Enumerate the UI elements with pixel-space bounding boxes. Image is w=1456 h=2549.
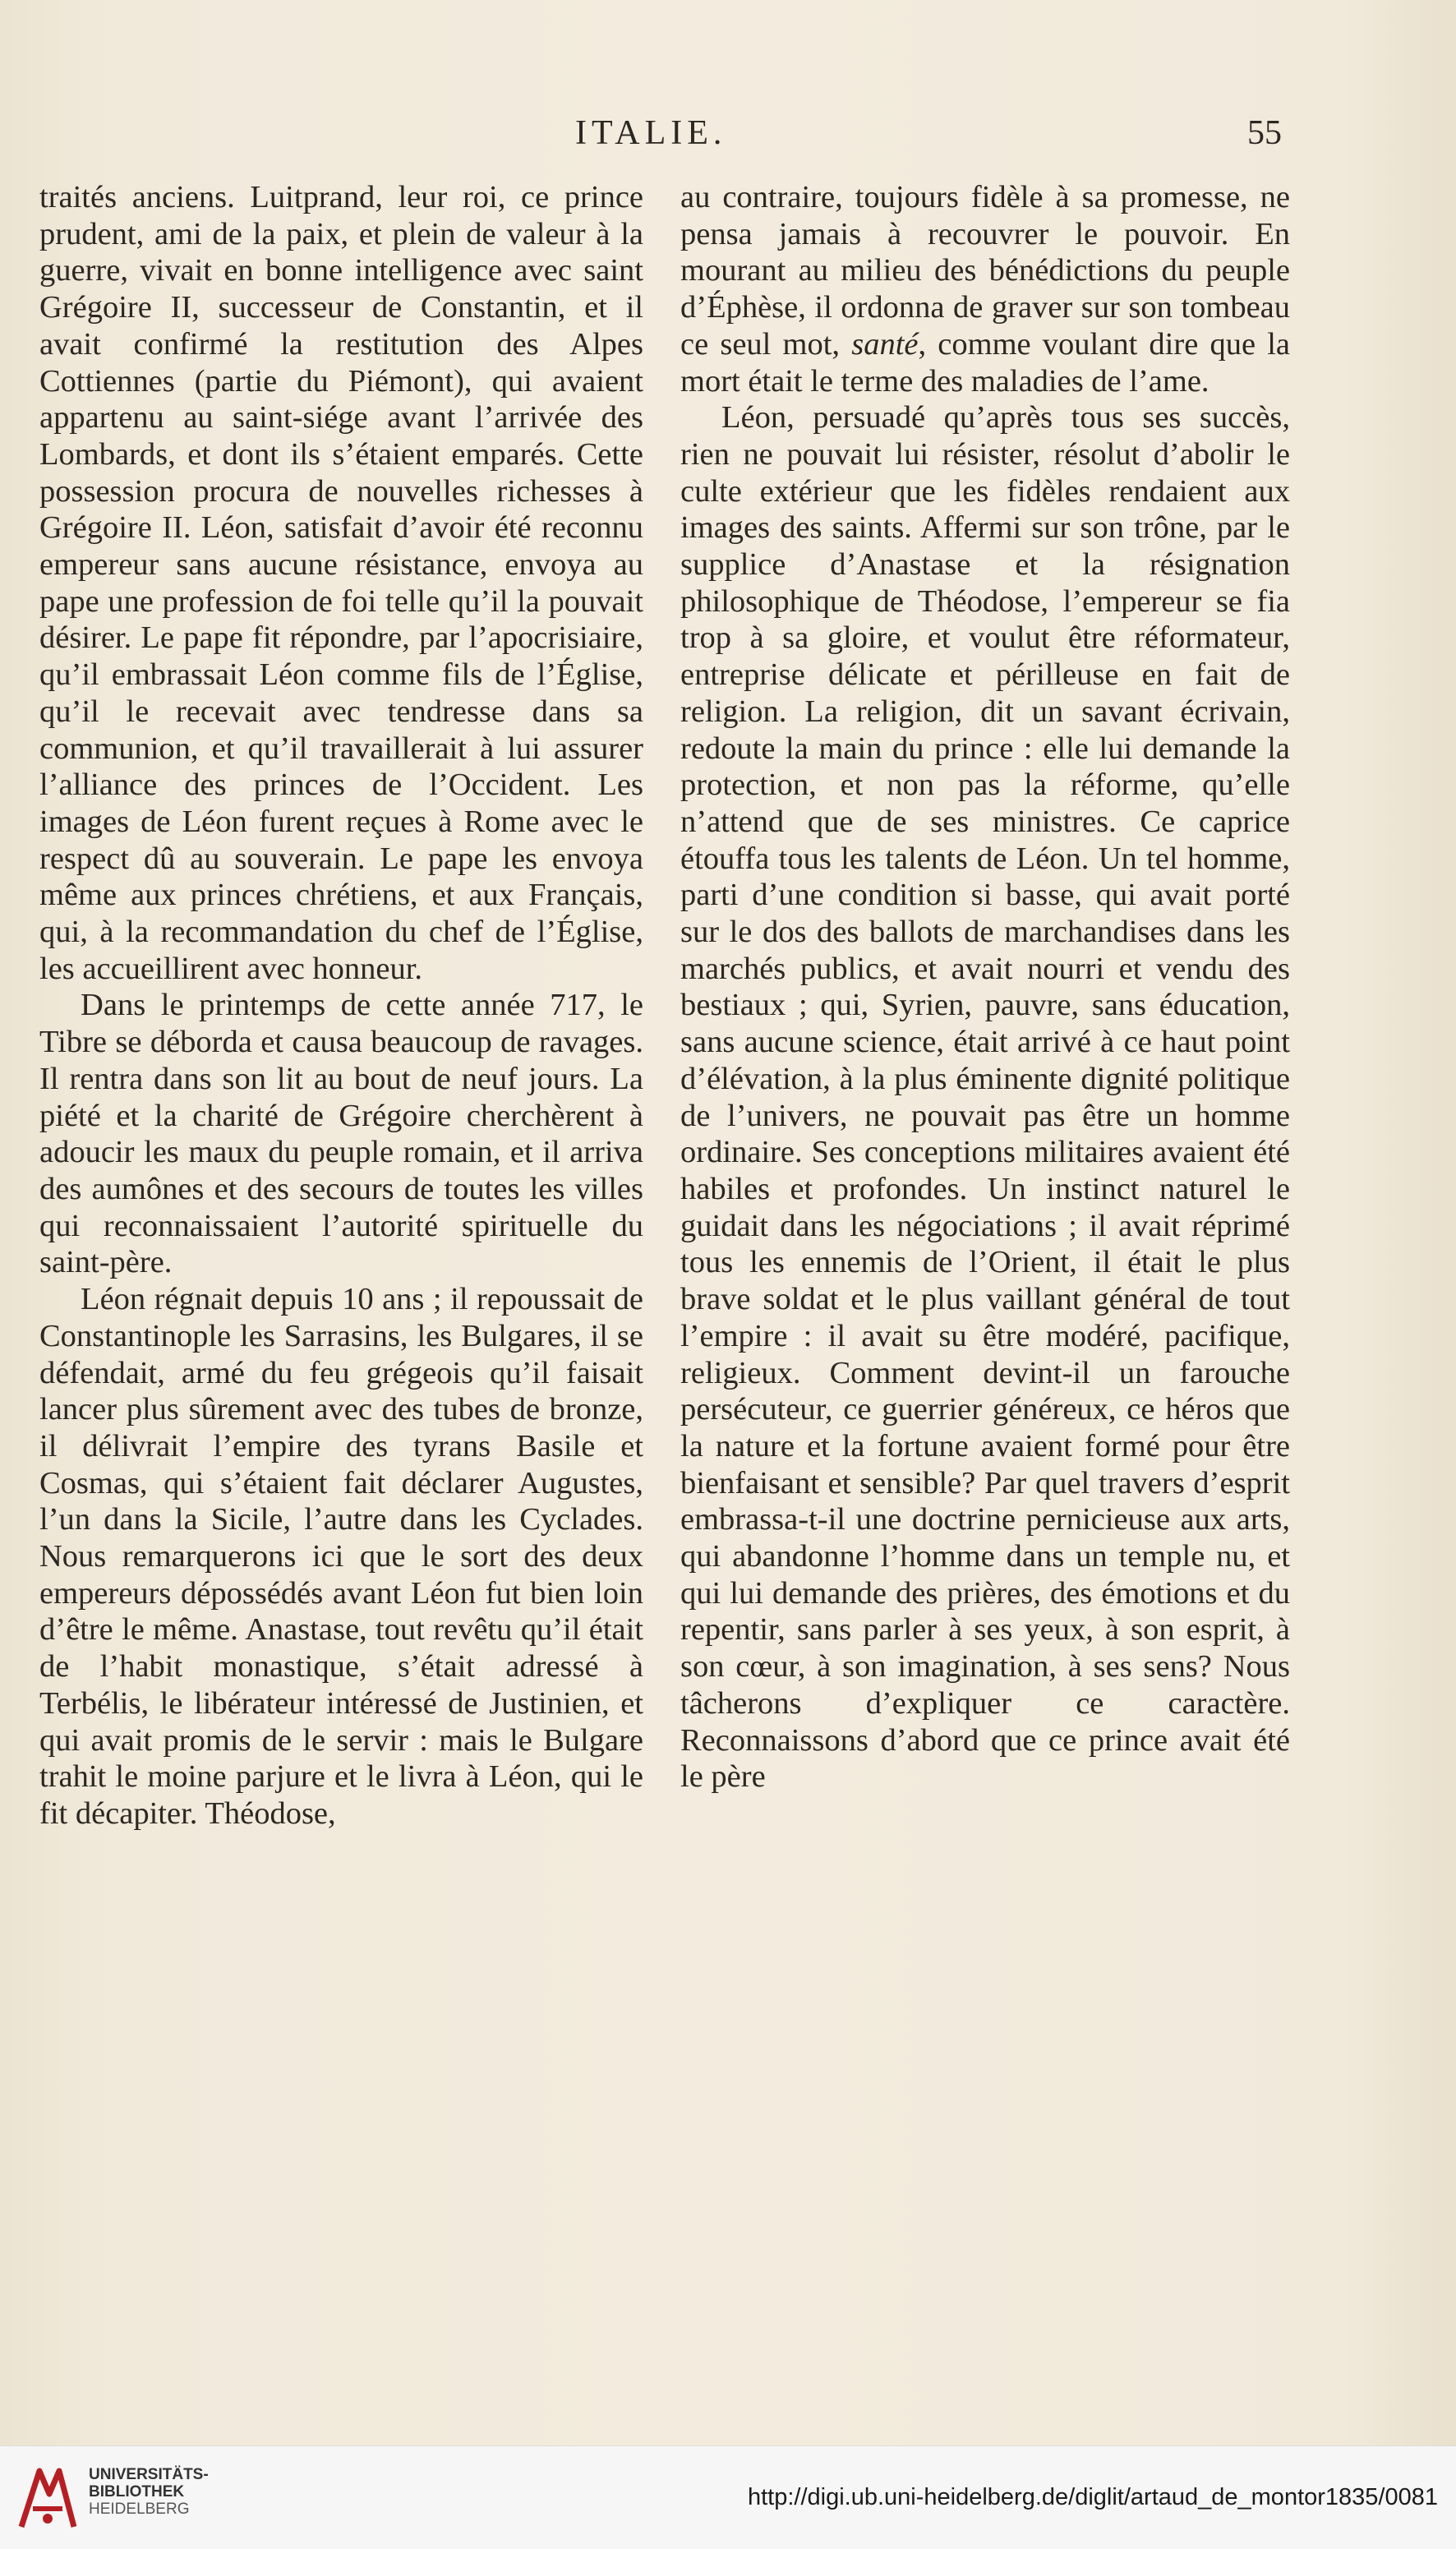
source-url-link[interactable]: http://digi.ub.uni-heidelberg.de/diglit/artaud_de_montor1835/0081 xyxy=(747,2484,1438,2510)
paragraph: Léon régnait depuis 10 ans ; il repoussait de Constantinople les Sarrasins, les Bulgares, il se défendait, armé du feu grégeois qu’il faisait lancer plus sûrement avec des tubes de bronze, il délivrait l’empire des tyrans Basile et Cosmas, qui s’étaient fait déclarer Augustes, l’un dans la Sicile, l’autre dans les Cyclades. Nous remarquerons ici que le sort des deux empereurs dépossédés avant Léon fut bien loin d’être le même. Anastase, tout revêtu qu’il était de l’habit monastique, s’était adressé à Terbélis, le libérateur intéressé de Justinien, et qui avait promis de le servir : mais le Bulgare trahit le moine parjure et le livra à Léon, qui le fit décapiter. Théodose, xyxy=(39,1282,643,1831)
page-number: 55 xyxy=(1247,114,1282,152)
paragraph: traités anciens. Luitprand, leur roi, ce prince prudent, ami de la paix, et plein de valeur à la guerre, vivait en bonne intelligence avec saint Grégoire II, successeur de Constantin, et il avait confirmé la restitution des Alpes Cottiennes (partie du Piémont), qui avaient appartenu au saint-siége avant l’arrivée des Lombards, et dont ils s’étaient emparés. Cette possession procura de nouvelles richesses à Grégoire II. Léon, satisfait d’avoir été reconnu empereur sans aucune résistance, envoya au pape une profession de foi telle qu’il la pouvait désirer. Le pape fit répondre, par l’apocrisiaire, qu’il embrassait Léon comme fils de l’Église, qu’il le recevait avec tendresse dans sa communion, et qu’il travaillerait à lui assurer l’alliance des princes de l’Occident. Les images de Léon furent reçues à Rome avec le respect dû au souverain. Le pape les envoya même aux princes chrétiens, et aux Français, qui, à la recommandation du chef de l’Église, les accueillirent avec honneur. xyxy=(39,180,643,986)
paragraph-text: au contraire, toujours fidèle à sa promesse, ne pensa jamais à recouvrer le pouvoir. En mourant au milieu des bénédictions du peuple d’Éphèse, il ordonna de graver sur son tombeau ce seul mot, xyxy=(680,180,1290,362)
library-name-line: HEIDELBERG xyxy=(89,2501,190,2518)
heidelberg-library-logo-icon xyxy=(15,2461,81,2535)
paragraph-text: , comme voulant dire que la mort était le terme des maladies de l’ame. xyxy=(680,326,1290,399)
running-head xyxy=(0,113,1456,163)
left-column xyxy=(39,179,643,1832)
right-column xyxy=(680,179,1290,1795)
italic-word: santé xyxy=(851,326,919,362)
paragraph: Léon, persuadé qu’après tous ses succès, rien ne pouvait lui résister, résolut d’abolir le culte extérieur que les fidèles rendaient aux images des saints. Affermi sur son trône, par le supplice d’Anastase et la résignation philosophique de Théodose, l’empereur se fia trop à sa gloire, et voulut être réformateur, entreprise délicate et périlleuse en fait de religion. La religion, dit un savant écrivain, redoute la main du prince : elle lui demande la protection, et non pas la réforme, qu’elle n’attend que de ses ministres. Ce caprice étouffa tous les talents de Léon. Un tel homme, parti d’une condition si basse, qui avait porté sur le dos des ballots de marchandises dans les marchés publics, et avait nourri et vendu des bestiaux ; qui, Syrien, pauvre, sans éducation, sans aucune science, était arrivé à ce haut point d’élévation, à la plus éminente dignité politique de l’univers, ne pouvait pas être un homme ordinaire. Ses conceptions militaires avaient été habiles et profondes. Un instinct naturel le guidait dans les négociations ; il avait réprimé tous les ennemis de l’Orient, il était le plus brave soldat et le plus vaillant général de tout l’empire : il avait su être modéré, pacifique, religieux. Comment devint-il un farouche persécuteur, ce guerrier généreux, ce héros que la nature et la fortune avaient formé pour être bienfaisant et sensible? Par quel travers d’esprit embrassa-t-il une doctrine pernicieuse aux arts, qui abandonne l’homme dans un temple nu, et qui lui demande des prières, des émotions et du repentir, sans parler à ses yeux, à son esprit, à son cœur, à son imagination, à ses sens? Nous tâcherons d’expliquer ce caractère. Reconnaissons d’abord que ce prince avait été le père xyxy=(680,400,1290,1795)
library-name-line: UNIVERSITÄTS- xyxy=(89,2466,209,2483)
paragraph xyxy=(680,179,1290,399)
paragraph: Dans le printemps de cette année 717, le Tibre se déborda et causa beaucoup de ravages. Il rentra dans son lit au bout de neuf jours. La piété et la charité de Grégoire cherchèrent à adoucir les maux du peuple romain, et il arriva des aumônes et des secours de toutes les villes qui reconnaissaient l’autorité spirituelle du saint-père. xyxy=(39,988,643,1280)
library-name-line: BIBLIOTHEK xyxy=(89,2483,185,2501)
running-title: ITALIE. xyxy=(575,114,727,152)
viewer-footer xyxy=(0,2445,1456,2549)
library-name xyxy=(89,2466,209,2518)
